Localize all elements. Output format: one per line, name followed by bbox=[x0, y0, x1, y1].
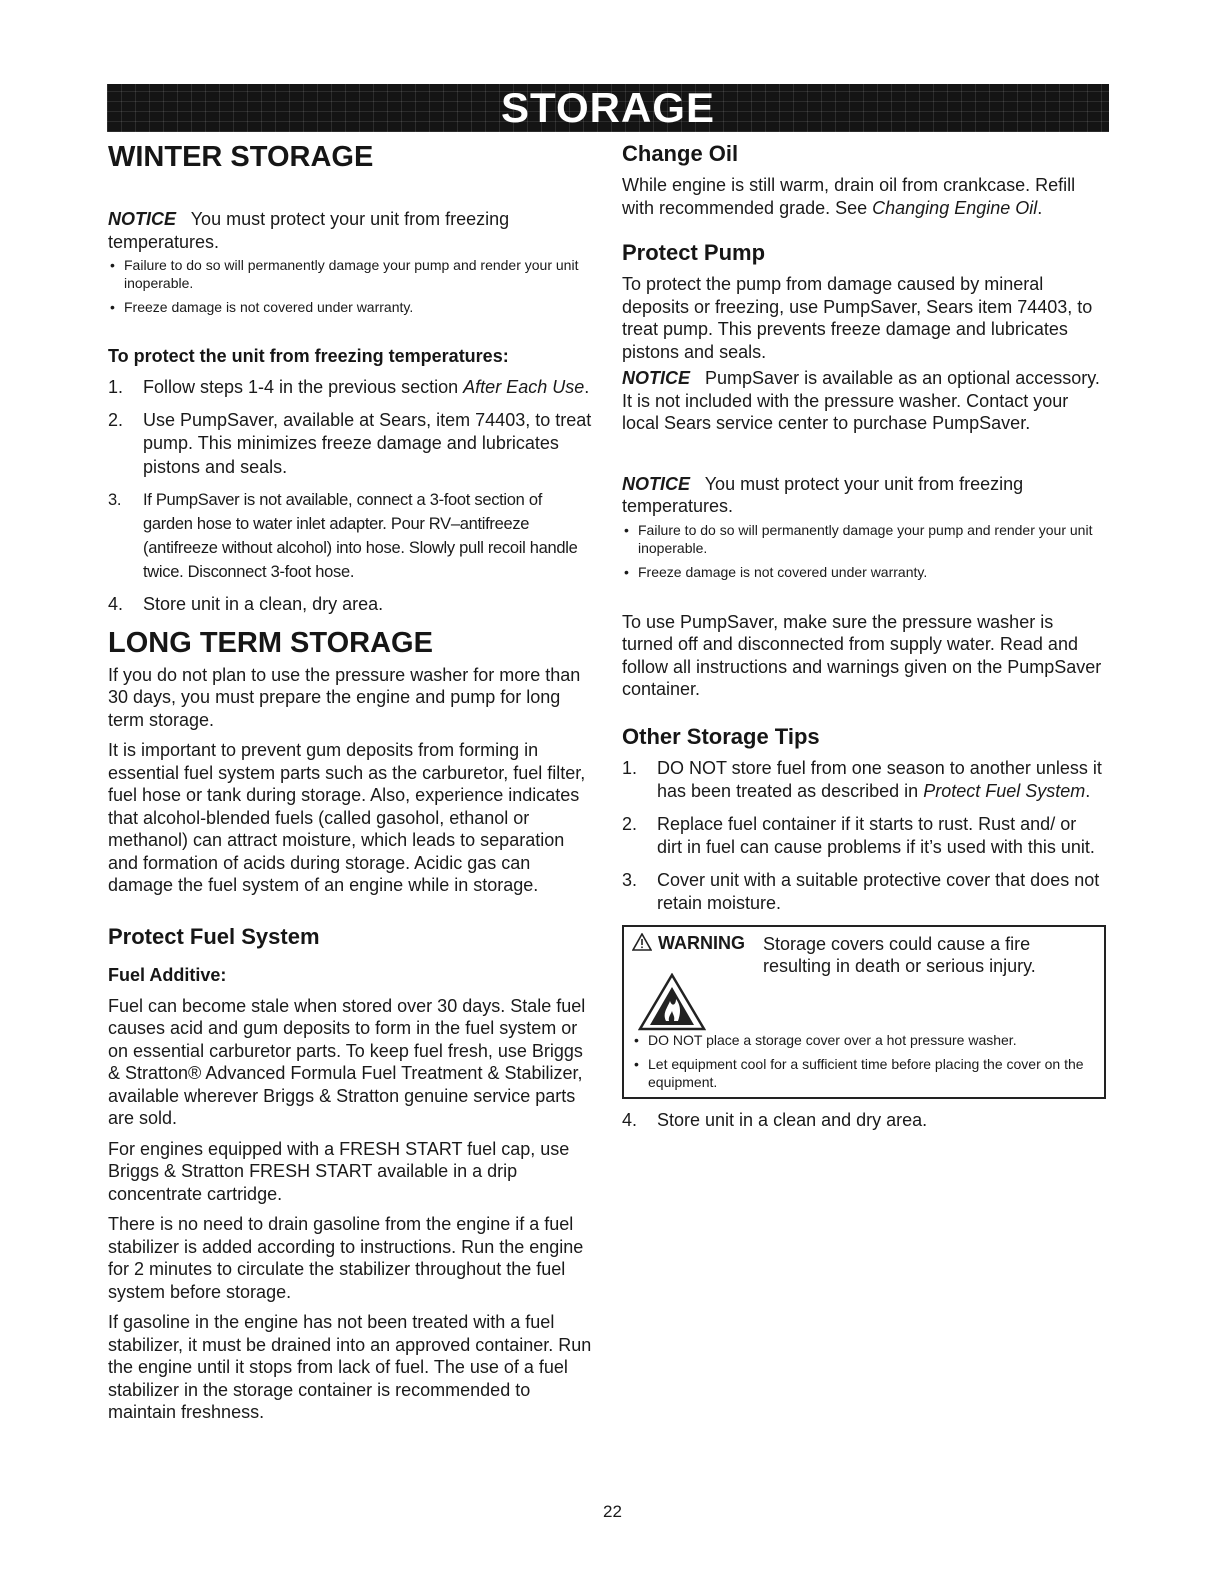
winter-steps bbox=[108, 376, 594, 479]
warning-box bbox=[622, 925, 1106, 1099]
tips-steps bbox=[622, 757, 1106, 916]
long-term-para-1: If you do not plan to use the pressure washer for more than 30 days, you must prepare the engine and pump for long term storage. bbox=[108, 664, 581, 730]
step-number: 3. bbox=[622, 869, 638, 890]
notice-label: NOTICE bbox=[108, 209, 177, 229]
oil-tail: . bbox=[1037, 197, 1043, 218]
step-number: 1. bbox=[622, 757, 638, 778]
tips-step-4 bbox=[622, 1109, 1106, 1133]
warning-bullets bbox=[632, 1031, 1096, 1091]
pump-para-2: To use PumpSaver, make sure the pressure washer is turned off and disconnected from supply water. Read and follow all instructions and warnings given on the PumpSaver container. bbox=[622, 611, 1102, 699]
step-text: Follow steps 1-4 in the previous section bbox=[143, 377, 464, 397]
step-tail: . bbox=[1085, 781, 1091, 801]
winter-storage-heading: WINTER STORAGE bbox=[108, 141, 374, 173]
fuel-para-2: For engines equipped with a FRESH START fuel cap, use Briggs & Stratton FRESH START available in a drip concentrate cartridge. bbox=[108, 1138, 570, 1204]
fuel-para-3: There is no need to drain gasoline from the engine if a fuel stabilizer is added according to instructions. Run the engine for 2 minutes to circulate the stabilizer throughout the fuel system before storage. bbox=[108, 1214, 584, 1302]
list-item bbox=[108, 488, 594, 584]
oil-italic: Changing Engine Oil bbox=[872, 197, 1038, 218]
step-text: Use PumpSaver, available at Sears, item 74403, to treat pump. This minimizes freeze damage and lubricates pistons and seals. bbox=[143, 409, 592, 477]
notice-label: NOTICE bbox=[622, 368, 691, 388]
list-item bbox=[108, 376, 594, 400]
pump-notice-1 bbox=[622, 367, 1106, 435]
warning-triangle-icon bbox=[632, 933, 652, 956]
step-text: Store unit in a clean, dry area. bbox=[143, 594, 384, 614]
protect-pump-heading: Protect Pump bbox=[622, 240, 766, 265]
list-item: • DO NOT place a storage cover over a hot pressure washer. bbox=[632, 1031, 1096, 1049]
long-term-para-2: It is important to prevent gum deposits from forming in essential fuel system parts such as the carburetor, fuel filter, fuel hose or tank during storage. Also, experience indicates that alcohol-blended fuels (called gasohol, ethanol or methanol) can attract moisture, which leads to separation and formation of acids during storage. Acidic gas can damage the fuel system of an engine while in storage. bbox=[108, 740, 586, 895]
protect-fuel-heading: Protect Fuel System bbox=[108, 923, 320, 949]
notice-label: NOTICE bbox=[622, 473, 691, 494]
winter-procedure-heading: To protect the unit from freezing temperatures: bbox=[108, 346, 509, 366]
fuel-para-4: If gasoline in the engine has not been treated with a fuel stabilizer, it must be drained into an approved container. Run the engine until it stops from lack of fuel. The use of a fuel stabilizer in the storage container is recommended to maintain freshness. bbox=[108, 1312, 592, 1422]
winter-steps-cont bbox=[108, 488, 594, 584]
list-item: • Failure to do so will permanently damage your pump and render your unit inoperable. bbox=[622, 521, 1106, 557]
fuel-para-1: Fuel can become stale when stored over 30 days. Stale fuel causes acid and gum deposits to form in the fuel system or on essential carburetor parts. To keep fuel fresh, use Briggs & Stratton® Advanced Formula Fuel Treatment & Stabilizer, available wherever Briggs & Stratton genuine service parts are sold. bbox=[108, 995, 586, 1128]
list-item: • Freeze damage is not covered under warranty. bbox=[108, 298, 594, 316]
step-tail: . bbox=[584, 377, 590, 397]
list-item bbox=[622, 1109, 1106, 1133]
winter-steps-end bbox=[108, 593, 594, 617]
fire-hazard-icon bbox=[638, 973, 706, 1036]
warning-header bbox=[632, 933, 1096, 977]
step-number: 2. bbox=[108, 409, 124, 430]
other-storage-tips-heading: Other Storage Tips bbox=[622, 723, 820, 749]
list-item bbox=[622, 757, 1106, 804]
right-column bbox=[622, 140, 1106, 1141]
step-text: DO NOT store fuel from one season to another unless it has been treated as described in bbox=[657, 757, 1102, 801]
banner-title: STORAGE bbox=[501, 84, 715, 131]
winter-notice bbox=[108, 208, 594, 253]
notice-text: You must protect your unit from freezing temperatures. bbox=[622, 473, 1024, 516]
winter-notice-bullets bbox=[108, 256, 594, 316]
warning-word: WARNING bbox=[658, 932, 745, 953]
step-italic: After Each Use bbox=[463, 377, 585, 397]
step-number: 4. bbox=[622, 1109, 638, 1130]
page-number: 22 bbox=[603, 1502, 622, 1521]
pump-para-1: To protect the pump from damage caused by mineral deposits or freezing, use PumpSaver, Sears item 74403, to treat pump. This prevents freeze damage and lubricates pistons and seals. bbox=[622, 274, 1093, 362]
list-item bbox=[622, 813, 1106, 860]
step-text: Cover unit with a suitable protective cover that does not retain moisture. bbox=[657, 869, 1100, 913]
list-item: • Let equipment cool for a sufficient time before placing the cover on the equipment. bbox=[632, 1055, 1096, 1091]
step-text: Replace fuel container if it starts to rust. Rust and/ or dirt in fuel can cause problems if it’s used with this unit. bbox=[657, 813, 1095, 857]
step-text: If PumpSaver is not available, connect a 3-foot section of garden hose to water inlet adapter. Pour RV–antifreeze (antifreeze without alcohol) into hose. Slowly pull recoil handle twice. Disconnect 3-foot hose. bbox=[143, 491, 578, 581]
change-oil-heading: Change Oil bbox=[622, 141, 739, 166]
step-italic: Protect Fuel System bbox=[923, 781, 1086, 801]
pump-notice-bullets bbox=[622, 521, 1106, 581]
left-column bbox=[108, 140, 594, 1424]
fuel-additive-heading: Fuel Additive: bbox=[108, 964, 227, 985]
step-text: Store unit in a clean and dry area. bbox=[657, 1109, 928, 1130]
step-number: 3. bbox=[108, 491, 122, 509]
list-item bbox=[622, 869, 1106, 916]
list-item: • Failure to do so will permanently damage your pump and render your unit inoperable. bbox=[108, 256, 594, 292]
step-number: 4. bbox=[108, 594, 124, 614]
list-item bbox=[108, 409, 594, 480]
list-item: • Freeze damage is not covered under warranty. bbox=[622, 563, 1106, 581]
notice-text: PumpSaver is available as an optional accessory. It is not included with the pressure washer. Contact your local Sears service center to purchase PumpSaver. bbox=[622, 368, 1100, 433]
change-oil-text bbox=[622, 174, 1106, 219]
pump-notice-2 bbox=[622, 473, 1106, 518]
step-number: 2. bbox=[622, 813, 638, 834]
warning-text: Storage covers could cause a fire resulting in death or serious injury. bbox=[763, 933, 1036, 976]
warning-icon-area bbox=[632, 977, 1096, 1029]
step-number: 1. bbox=[108, 377, 124, 397]
long-term-storage-heading: LONG TERM STORAGE bbox=[108, 626, 433, 659]
notice-text: You must protect your unit from freezing temperatures. bbox=[108, 209, 510, 252]
list-item bbox=[108, 593, 594, 617]
section-banner bbox=[107, 84, 1109, 132]
oil-text: While engine is still warm, drain oil from crankcase. Refill with recommended grade. See bbox=[622, 175, 1076, 218]
